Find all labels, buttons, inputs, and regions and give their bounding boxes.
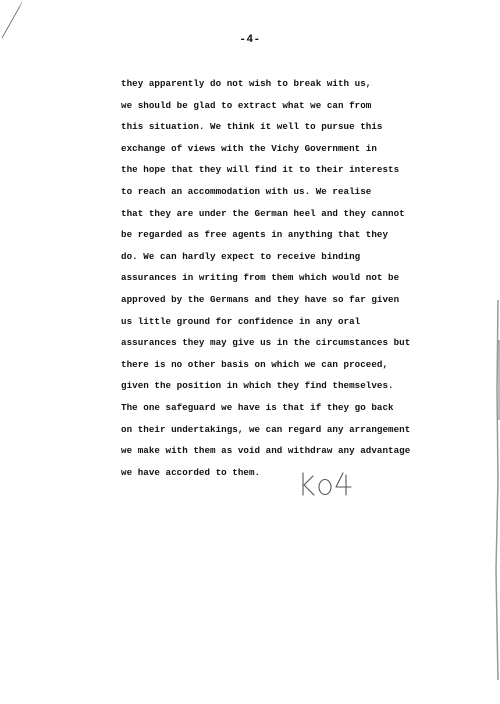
scan-edge-shadow: [486, 300, 500, 680]
handwritten-folio-number: [299, 470, 359, 498]
text-line: be regarded as free agents in anything that they: [121, 229, 389, 241]
page-number: -4-: [239, 34, 261, 46]
text-line: on their undertakings, we can regard any arrangement: [121, 423, 411, 435]
text-line: there is no other basis on which we can proceed,: [121, 358, 389, 370]
text-line: exchange of views with the Vichy Government in: [121, 142, 377, 154]
text-line: that they are under the German heel and they cannot: [121, 207, 405, 219]
text-line: they apparently do not wish to break with us,: [121, 78, 372, 89]
text-line: do. We can hardly expect to receive binding: [121, 250, 361, 262]
text-line: assurances in writing from them which would not be: [121, 272, 400, 284]
text-line: to reach an accommodation with us. We realise: [121, 185, 372, 197]
text-line: us little ground for confidence in any oral: [121, 315, 361, 327]
text-line: approved by the Germans and they have so far given: [121, 293, 400, 305]
text-line: assurances they may give us in the circumstances but: [121, 337, 411, 349]
text-line: The one safeguard we have is that if they go back: [121, 401, 394, 413]
letter-body: [121, 73, 500, 483]
text-line: the hope that they will find it to their interests: [121, 164, 400, 176]
text-line: we have accorded to them.: [121, 466, 261, 478]
text-line: we make with them as void and withdraw any advantage: [121, 445, 411, 457]
text-line: this situation. We think it well to pursue this: [121, 121, 383, 133]
text-line: given the position in which they find themselves.: [121, 380, 394, 392]
text-line: we should be glad to extract what we can from: [121, 99, 372, 111]
